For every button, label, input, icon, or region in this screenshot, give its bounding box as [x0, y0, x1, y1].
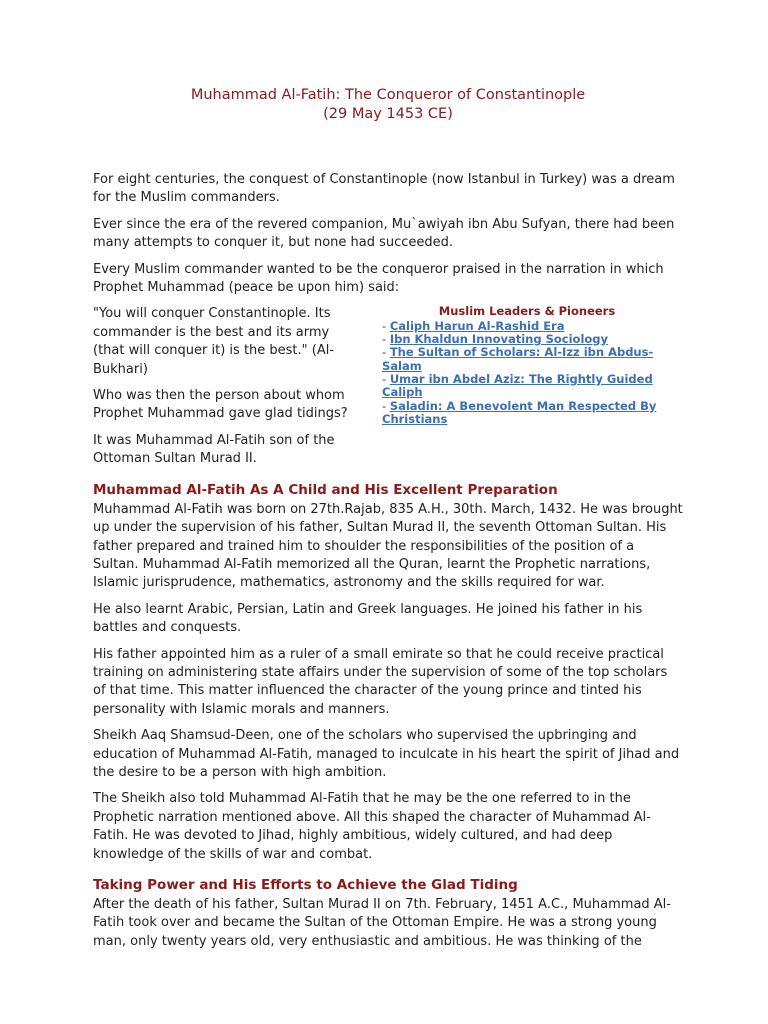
childhood-paragraph-1: Muhammad Al-Fatih was born on 27th.Rajab, 835 A.H., 30th. March, 1432. He was brought up under the supervision of his father, Sultan Murad II, the seventh Ottoman Sultan. His father prepared and trained him to shoulder the responsibilities of the position of a Sultan. Muhammad Al-Fatih memorized all the Quran, learnt the Prophetic narrations, Islamic jurisprudence, mathematics, astronomy and the skills required for war.	[93, 501, 683, 591]
sidebar-link-harun-al-rashid[interactable]: - Caliph Harun Al-Rashid Era	[382, 318, 565, 333]
intro-paragraph-3: Every Muslim commander wanted to be the conqueror praised in the narration in which Prophet Muhammad (peace be upon him) said:	[93, 261, 664, 296]
prophet-quote: "You will conquer Constantinople. Its commander is the best and its army (that will conquer it) is the best." (Al-Bukhari)	[93, 306, 335, 377]
section-heading-taking-power: Taking Power and His Efforts to Achieve the Glad Tiding	[93, 877, 518, 893]
title-line-2: (29 May 1453 CE)	[323, 106, 453, 122]
sidebar-link-umar-ibn-abdel-aziz[interactable]: - Umar ibn Abdel Aziz: The Rightly Guided Caliph	[382, 371, 653, 400]
related-articles-sidebar	[382, 305, 672, 426]
intro-paragraph-1: For eight centuries, the conquest of Constantinople (now Istanbul in Turkey) was a dream for the Muslim commanders.	[93, 172, 675, 206]
document-page	[93, 86, 683, 959]
sidebar-link-sultan-of-scholars[interactable]: - The Sultan of Scholars: Al-Izz ibn Abdus-Salam	[382, 345, 654, 373]
page-title	[93, 86, 683, 124]
intro-paragraph-2: Ever since the era of the revered companion, Mu`awiyah ibn Abu Sufyan, there had been many attempts to conquer it, but none had succeeded.	[93, 216, 675, 251]
childhood-paragraph-4: Sheikh Aaq Shamsud-Deen, one of the scholars who supervised the upbringing and education of Muhammad Al-Fatih, managed to inculcate in his heart the spirit of Jihad and the desire to be a person with high ambition.	[93, 728, 680, 780]
answer-paragraph: It was Muhammad Al-Fatih son of the Ottoman Sultan Murad II.	[93, 432, 335, 467]
childhood-paragraph-5: The Sheikh also told Muhammad Al-Fatih that he may be the one referred to in the Prophetic narration mentioned above. All this shaped the character of Muhammad Al-Fatih. He was devoted to Jihad, highly ambitious, widely cultured, and had deep knowledge of the skills of war and combat.	[93, 791, 651, 862]
section-heading-childhood: Muhammad Al-Fatih As A Child and His Excellent Preparation	[93, 481, 558, 498]
sidebar-link-saladin[interactable]: - Saladin: A Benevolent Man Respected By Christians	[382, 398, 657, 426]
question-paragraph: Who was then the person about whom Prophet Muhammad gave glad tidings?	[93, 388, 348, 422]
sidebar-title: Muslim Leaders & Pioneers	[438, 304, 616, 319]
taking-power-paragraph-1: After the death of his father, Sultan Murad II on 7th. February, 1451 A.C., Muhammad Al-Fatih took over and became the Sultan of the Ottoman Empire. He was a strong young man, only twenty years old, very enthusiastic and ambitious. He was thinking of the	[93, 897, 671, 949]
title-line-1: Muhammad Al-Fatih: The Conqueror of Constantinople	[190, 87, 586, 103]
childhood-paragraph-3: His father appointed him as a ruler of a small emirate so that he could receive practical training on administering state affairs under the supervision of some of the top scholars of that time. This matter influenced the character of the young prince and tinted his personality with Islamic morals and manners.	[93, 646, 668, 717]
quote-and-sidebar-block	[93, 305, 683, 468]
sidebar-link-ibn-khaldun[interactable]: - Ibn Khaldun Innovating Sociology	[382, 332, 609, 347]
childhood-paragraph-2: He also learnt Arabic, Persian, Latin and Greek languages. He joined his father in his battles and conquests.	[93, 601, 643, 636]
